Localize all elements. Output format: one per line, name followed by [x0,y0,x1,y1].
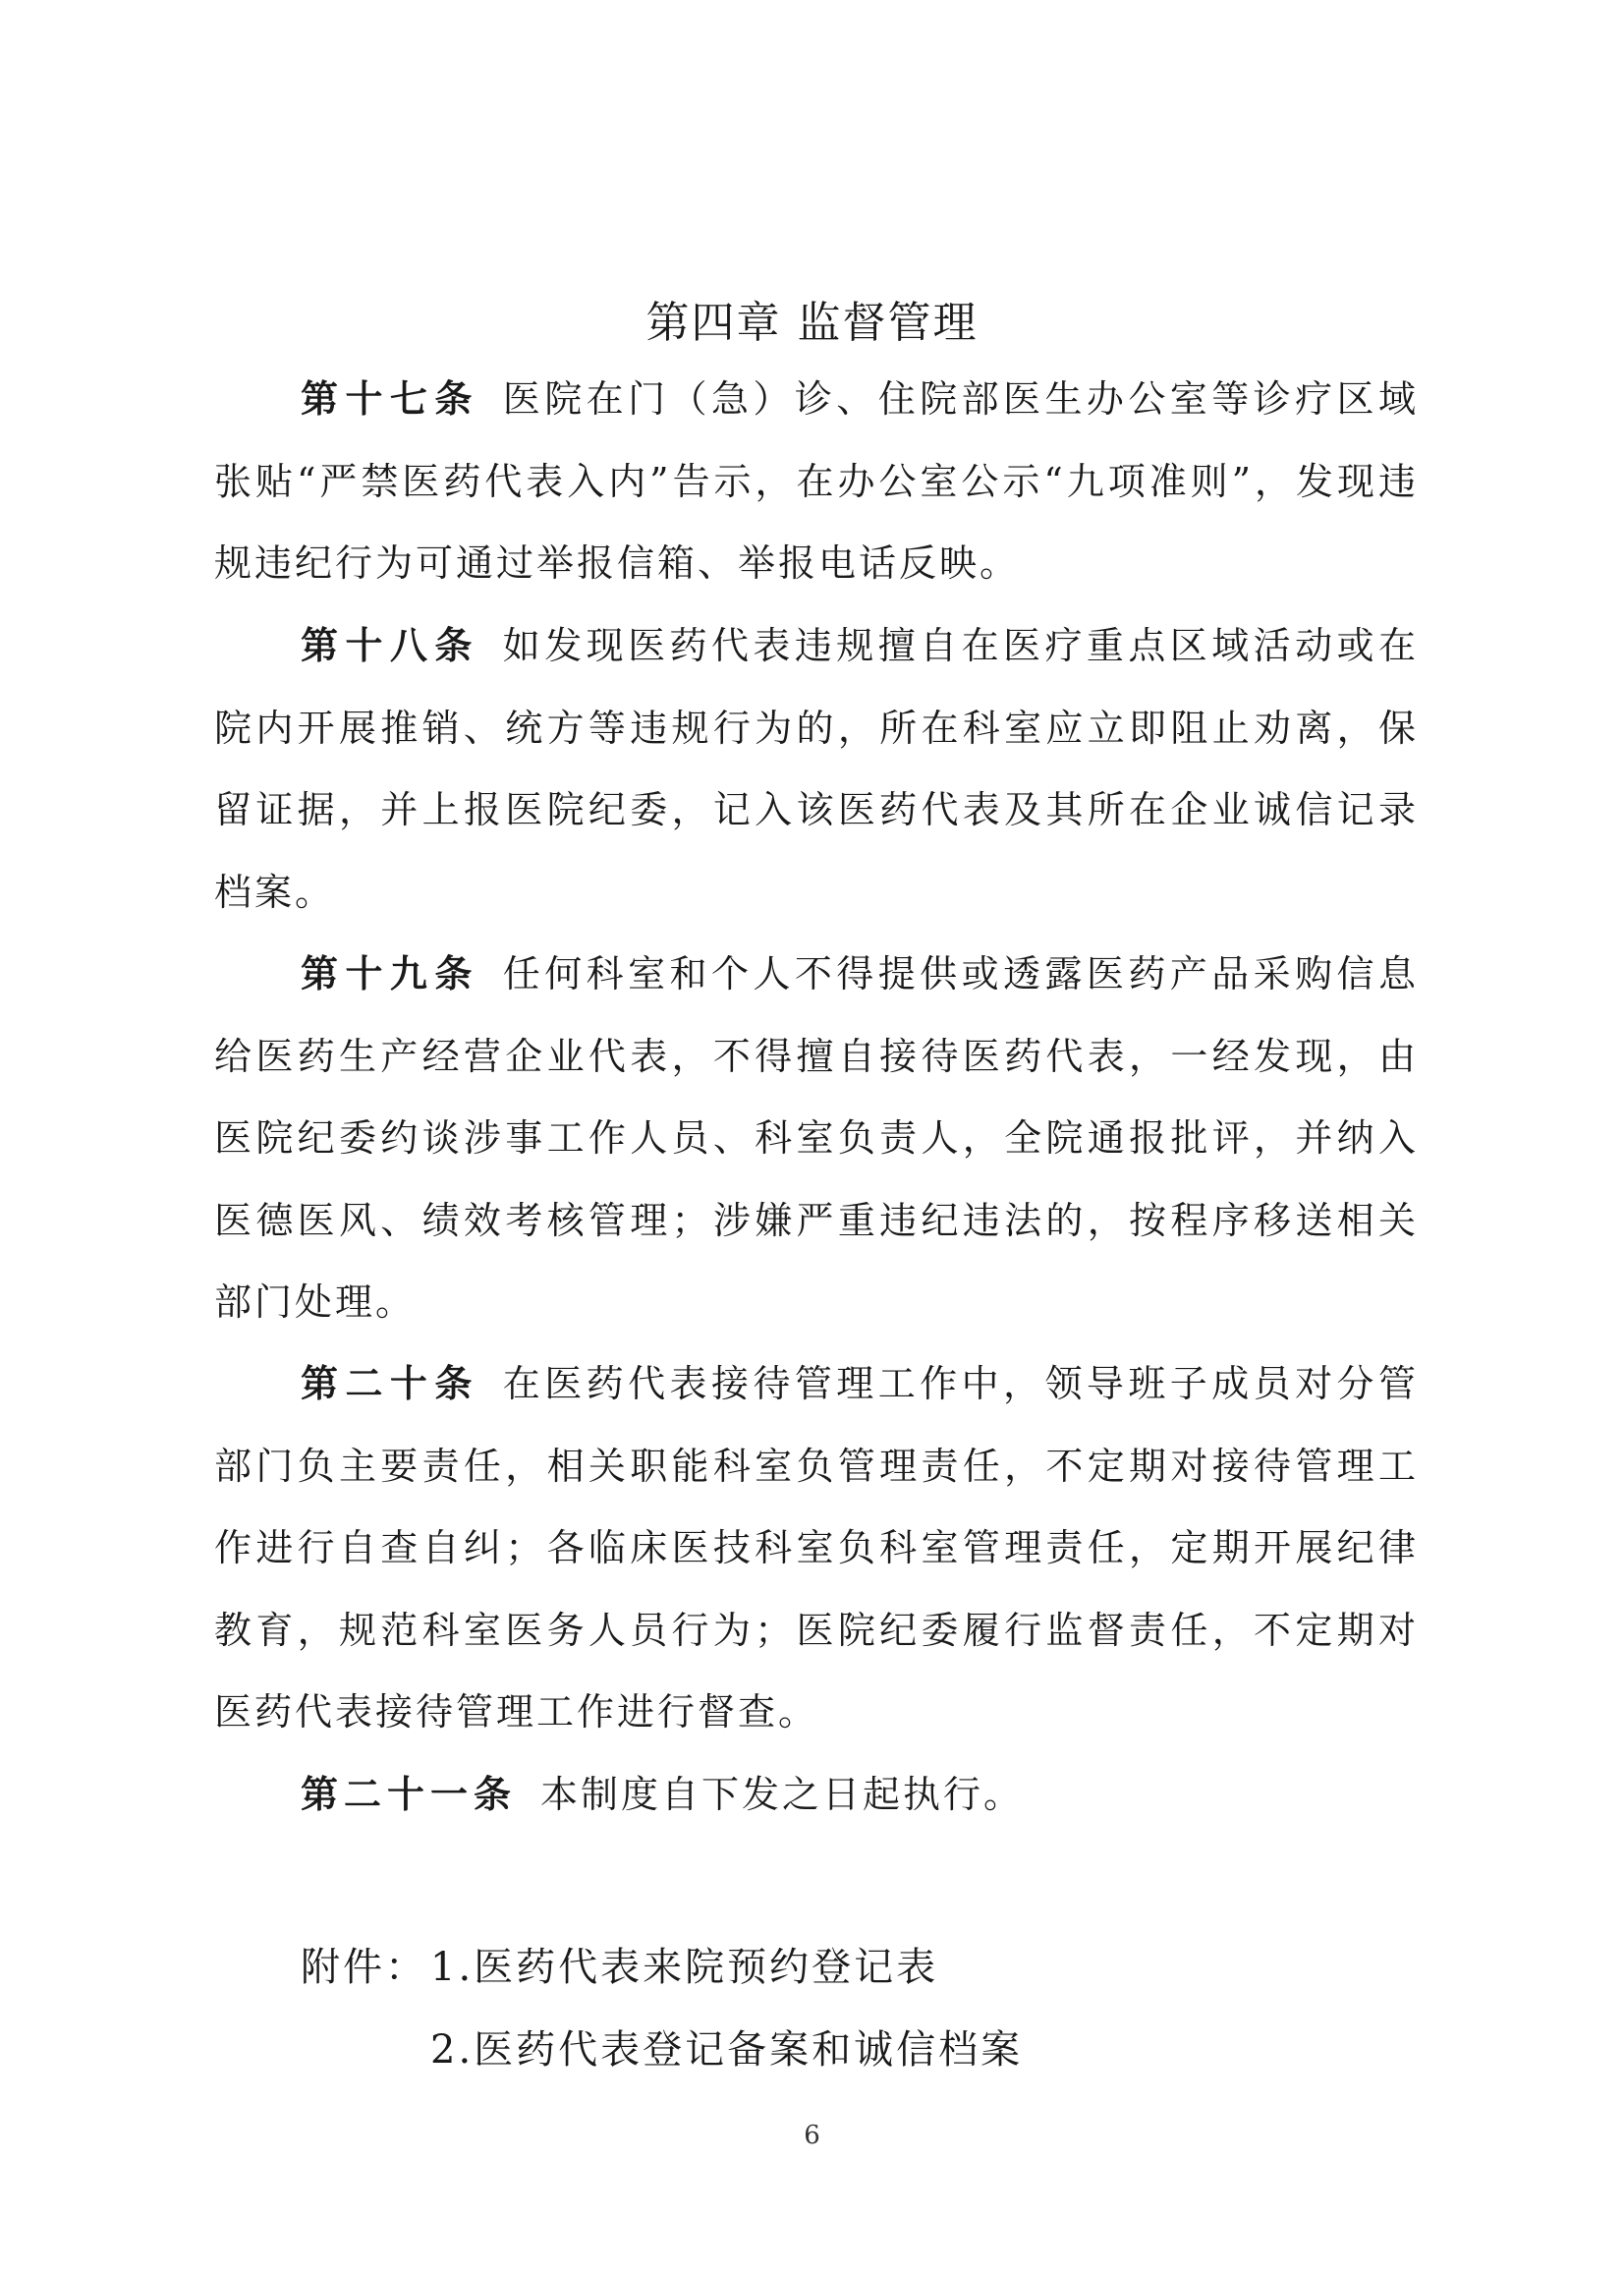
article-21 [214,1754,1419,1837]
attachments-label: 附件： [301,1945,427,1990]
article-20 [214,1343,1419,1754]
article-label: 第二十条 [301,1362,479,1405]
article-text: 本制度自下发之日起执行。 [540,1773,1025,1816]
article-18 [214,605,1419,934]
article-label: 第二十一条 [301,1773,518,1816]
article-17 [214,359,1419,605]
article-19 [214,934,1419,1344]
article-label: 第十七条 [301,377,479,421]
article-text: 在医药代表接待管理工作中，领导班子成员对分管部门负主要责任，相关职能科室负管理责任，不定期对接待管理工作进行自查自纠；各临床医技科室负科室管理责任，定期开展纪律教育，规范科室医务人员行为；医院纪委履行监督责任，不定期对医药代表接待管理工作进行督查。 [214,1362,1419,1734]
attachment-title: 1.医药代表来院预约登记表 [430,1945,939,1990]
attachment-item [301,1926,1023,2009]
article-text: 如发现医药代表违规擅自在医疗重点区域活动或在院内开展推销、统方等违规行为的，所在科室应立即阻止劝离，保留证据，并上报医院纪委，记入该医药代表及其所在企业诚信记录档案。 [214,624,1419,914]
article-text: 医院在门（急）诊、住院部医生办公室等诊疗区域张贴“严禁医药代表入内”告示，在办公室公示“九项准则”，发现违规违纪行为可通过举报信箱、举报电话反映。 [214,377,1419,585]
attachment-title: 2.医药代表登记备案和诚信档案 [430,2027,1024,2073]
article-label: 第十八条 [301,624,479,667]
attachments-section [301,1926,1023,2091]
article-label: 第十九条 [301,952,479,995]
article-text: 任何科室和个人不得提供或透露医药产品采购信息给医药生产经营企业代表，不得擅自接待医药代表，一经发现，由医院纪委约谈涉事工作人员、科室负责人，全院通报批评，并纳入医德医风、绩效考核管理；涉嫌严重违纪违法的，按程序移送相关部门处理。 [214,952,1419,1324]
attachment-item [301,2009,1023,2091]
chapter-title: 第四章 监督管理 [645,298,979,348]
page-number: 6 [804,2121,820,2150]
